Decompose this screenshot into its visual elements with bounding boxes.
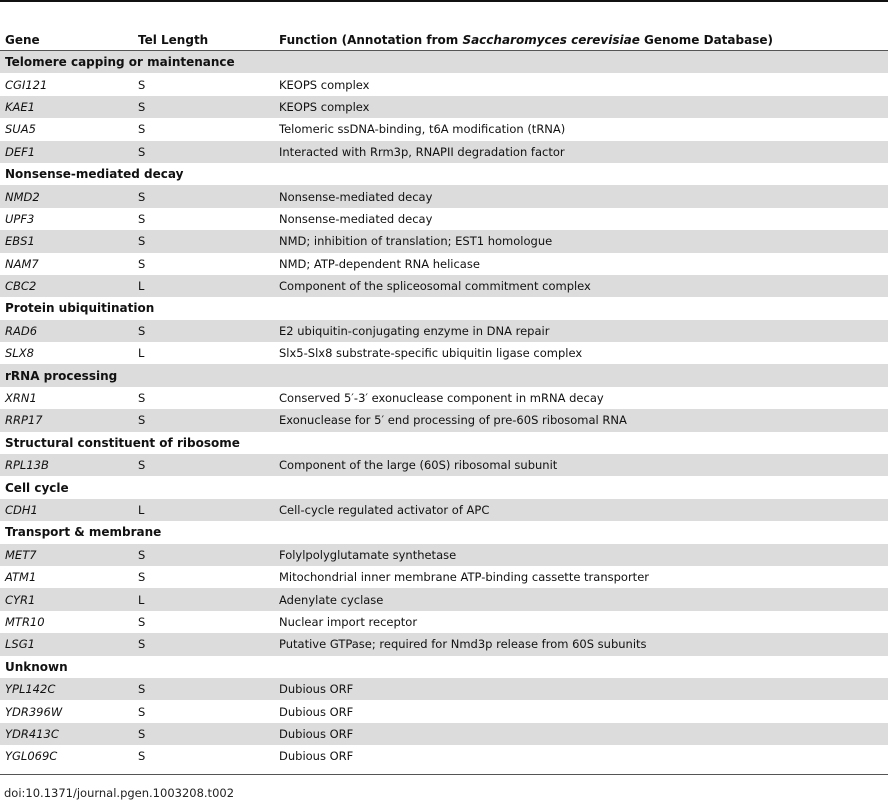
gene-cell: YGL069C — [5, 749, 58, 764]
tel-length-cell: S — [138, 704, 146, 719]
tel-length-cell: S — [133, 230, 274, 252]
gene-cell: NAM7 — [5, 256, 39, 271]
header-function — [274, 29, 888, 51]
tel-length-cell: S — [133, 141, 274, 163]
function-cell: KEOPS complex — [274, 96, 888, 118]
function-cell: Nonsense-mediated decay — [279, 211, 433, 226]
gene-cell: YDR396W — [5, 704, 63, 719]
category-label: Unknown — [5, 659, 68, 674]
function-cell: E2 ubiquitin-conjugating enzyme in DNA repair — [274, 320, 888, 342]
tel-length-cell: S — [133, 678, 274, 700]
tel-length-cell: S — [133, 320, 274, 342]
table-row — [0, 723, 888, 745]
table-row — [0, 342, 888, 364]
gene-cell: CGI121 — [5, 77, 48, 92]
function-cell: Interacted with Rrm3p, RNAPII degradation factor — [274, 141, 888, 163]
gene-cell: RRP17 — [0, 409, 133, 431]
top-rule — [0, 0, 888, 2]
category-label: rRNA processing — [0, 364, 888, 386]
tel-length-cell: L — [133, 275, 274, 297]
function-cell: NMD; inhibition of translation; EST1 homologue — [274, 230, 888, 252]
function-cell: Component of the spliceosomal commitment complex — [274, 275, 888, 297]
table-row — [0, 185, 888, 207]
function-cell: Dubious ORF — [279, 704, 354, 719]
function-cell: Nuclear import receptor — [279, 614, 418, 629]
function-cell: Exonuclease for 5′ end processing of pre-60S ribosomal RNA — [274, 409, 888, 431]
table-row — [0, 700, 888, 722]
doi-footer: doi:10.1371/journal.pgen.1003208.t002 — [4, 786, 235, 800]
category-label: Transport & membrane — [5, 525, 162, 540]
category-row — [0, 364, 888, 386]
table-row — [0, 118, 888, 140]
tel-length-cell: S — [138, 211, 146, 226]
table-row — [0, 73, 888, 95]
gene-cell: YPL142C — [0, 678, 133, 700]
gene-cell: DEF1 — [0, 141, 133, 163]
gene-table — [0, 29, 888, 768]
gene-cell: ATM1 — [5, 570, 37, 585]
gene-cell: EBS1 — [0, 230, 133, 252]
gene-cell: MET7 — [0, 544, 133, 566]
table-row — [0, 320, 888, 342]
tel-length-cell: S — [133, 454, 274, 476]
function-cell: Adenylate cyclase — [274, 588, 888, 610]
table-row — [0, 611, 888, 633]
function-cell: Dubious ORF — [274, 678, 888, 700]
category-row — [0, 51, 888, 74]
header-tel-length: Tel Length — [133, 29, 274, 51]
gene-cell: XRN1 — [5, 391, 37, 406]
tel-length-cell: S — [133, 96, 274, 118]
tel-length-cell: L — [133, 499, 274, 521]
table-row — [0, 745, 888, 767]
header-gene: Gene — [0, 29, 133, 51]
tel-length-cell: S — [138, 570, 146, 585]
category-row — [0, 656, 888, 678]
bottom-rule — [0, 774, 888, 775]
table-row — [0, 275, 888, 297]
gene-cell: UPF3 — [5, 211, 35, 226]
tel-length-cell: S — [133, 185, 274, 207]
gene-cell: RPL13B — [0, 454, 133, 476]
gene-cell: LSG1 — [0, 633, 133, 655]
table-body — [0, 51, 888, 768]
header-function-pre: Function (Annotation from — [279, 32, 463, 47]
table-row — [0, 588, 888, 610]
table-row — [0, 566, 888, 588]
gene-cell: YDR413C — [0, 723, 133, 745]
gene-cell: CBC2 — [0, 275, 133, 297]
function-cell: Nonsense-mediated decay — [274, 185, 888, 207]
tel-length-cell: S — [138, 256, 146, 271]
category-row — [0, 476, 888, 498]
table-row — [0, 678, 888, 700]
function-cell: Conserved 5′-3′ exonuclease component in mRNA decay — [279, 391, 604, 406]
function-cell: Telomeric ssDNA-binding, t6A modification (tRNA) — [279, 122, 566, 137]
table-row — [0, 253, 888, 275]
header-function-species: Saccharomyces cerevisiae — [462, 32, 640, 47]
category-row — [0, 297, 888, 319]
table-row — [0, 387, 888, 409]
function-cell: Dubious ORF — [274, 723, 888, 745]
gene-cell: CDH1 — [0, 499, 133, 521]
category-label: Protein ubiquitination — [5, 301, 155, 316]
function-cell: Cell-cycle regulated activator of APC — [274, 499, 888, 521]
table-row — [0, 230, 888, 252]
table-header-row — [0, 29, 888, 51]
category-row — [0, 521, 888, 543]
function-cell: KEOPS complex — [279, 77, 370, 92]
category-row — [0, 163, 888, 185]
gene-cell: NMD2 — [0, 185, 133, 207]
tel-length-cell: S — [133, 633, 274, 655]
gene-cell: SLX8 — [5, 346, 34, 361]
gene-cell: KAE1 — [0, 96, 133, 118]
function-cell: Slx5-Slx8 substrate-specific ubiquitin ligase complex — [279, 346, 583, 361]
tel-length-cell: S — [138, 77, 146, 92]
function-cell: Mitochondrial inner membrane ATP-binding cassette transporter — [279, 570, 649, 585]
function-cell: NMD; ATP-dependent RNA helicase — [279, 256, 480, 271]
gene-cell: CYR1 — [0, 588, 133, 610]
gene-cell: MTR10 — [5, 614, 45, 629]
function-cell: Putative GTPase; required for Nmd3p release from 60S subunits — [274, 633, 888, 655]
tel-length-cell: L — [138, 346, 145, 361]
tel-length-cell: L — [133, 588, 274, 610]
table-row — [0, 544, 888, 566]
tel-length-cell: S — [138, 122, 146, 137]
function-cell: Component of the large (60S) ribosomal subunit — [274, 454, 888, 476]
table-row — [0, 633, 888, 655]
table-row — [0, 141, 888, 163]
header-function-post: Genome Database) — [639, 32, 773, 47]
table-row — [0, 499, 888, 521]
table-row — [0, 409, 888, 431]
category-label: Telomere capping or maintenance — [0, 51, 888, 74]
tel-length-cell: S — [138, 391, 146, 406]
tel-length-cell: S — [138, 614, 146, 629]
table-row — [0, 208, 888, 230]
tel-length-cell: S — [133, 544, 274, 566]
category-label: Nonsense-mediated decay — [5, 167, 184, 182]
tel-length-cell: S — [138, 749, 146, 764]
function-cell: Dubious ORF — [279, 749, 354, 764]
function-cell: Folylpolyglutamate synthetase — [274, 544, 888, 566]
gene-cell: RAD6 — [0, 320, 133, 342]
tel-length-cell: S — [133, 409, 274, 431]
table-row — [0, 96, 888, 118]
tel-length-cell: S — [133, 723, 274, 745]
gene-cell: SUA5 — [5, 122, 36, 137]
category-label: Cell cycle — [5, 480, 69, 495]
category-row — [0, 432, 888, 454]
table-row — [0, 454, 888, 476]
category-label: Structural constituent of ribosome — [5, 435, 240, 450]
